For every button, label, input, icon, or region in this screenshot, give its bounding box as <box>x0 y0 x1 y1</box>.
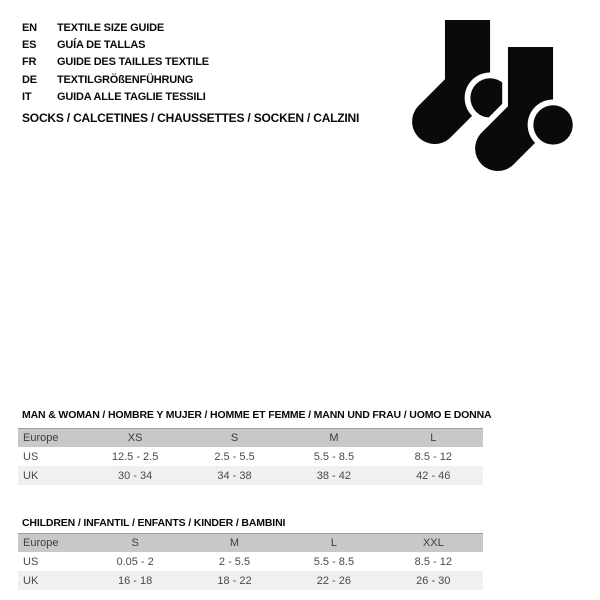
column-header: Europe <box>18 429 85 448</box>
category-heading: SOCKS / CALCETINES / CHAUSSETTES / SOCKEN / CALZINI <box>22 111 360 125</box>
size-cell: 38 - 42 <box>284 466 383 485</box>
size-cell: 8.5 - 12 <box>414 555 452 568</box>
row-label: US <box>23 450 39 463</box>
column-header: L <box>284 534 383 553</box>
socks-icon-svg <box>405 5 580 180</box>
column-header: XXL <box>384 534 483 553</box>
column-header: S <box>185 429 284 448</box>
column-header: M <box>185 534 284 553</box>
row-label: US <box>23 555 39 568</box>
size-table-man-woman <box>18 428 483 485</box>
column-header: XS <box>85 429 184 448</box>
size-cell: 26 - 30 <box>384 571 483 590</box>
row-label: UK <box>18 466 85 485</box>
column-header: M <box>284 429 383 448</box>
language-label: TEXTILE SIZE GUIDE <box>57 21 165 34</box>
size-cell: 5.5 - 8.5 <box>313 450 355 463</box>
table-row <box>18 552 483 571</box>
socks-icon <box>405 5 580 180</box>
table-title-man-woman: MAN & WOMAN / HOMBRE Y MUJER / HOMME ET FEMME / MANN UND FRAU / UOMO E DONNA <box>22 409 492 421</box>
size-cell: 18 - 22 <box>185 571 284 590</box>
size-cell: 42 - 46 <box>384 466 483 485</box>
size-cell: 0.05 - 2 <box>116 555 154 568</box>
language-code: ES <box>22 39 37 52</box>
language-list <box>22 19 209 106</box>
table-title-children: CHILDREN / INFANTIL / ENFANTS / KINDER / BAMBINI <box>22 517 286 529</box>
size-cell: 34 - 38 <box>185 466 284 485</box>
column-header: S <box>85 534 184 553</box>
size-cell: 30 - 34 <box>85 466 184 485</box>
row-label: UK <box>18 571 85 590</box>
language-label: TEXTILGRÖßENFÜHRUNG <box>57 73 194 86</box>
table-header-row <box>18 429 483 448</box>
size-table-children <box>18 533 483 590</box>
table-row <box>18 447 483 466</box>
column-header: L <box>384 429 483 448</box>
language-row <box>22 89 209 106</box>
language-row <box>22 71 209 88</box>
size-cell: 22 - 26 <box>284 571 383 590</box>
table-row <box>18 571 483 590</box>
size-cell: 2 - 5.5 <box>218 555 251 568</box>
language-label: GUIDE DES TAILLES TEXTILE <box>57 56 209 69</box>
table-header-row <box>18 534 483 553</box>
size-cell: 8.5 - 12 <box>414 450 452 463</box>
language-code: FR <box>22 56 37 69</box>
language-code: IT <box>22 91 32 104</box>
size-cell: 12.5 - 2.5 <box>111 450 159 463</box>
table-row <box>18 466 483 485</box>
column-header: Europe <box>18 534 85 553</box>
language-label: GUIDA ALLE TAGLIE TESSILI <box>57 91 206 104</box>
size-cell: 5.5 - 8.5 <box>313 555 355 568</box>
size-cell: 16 - 18 <box>85 571 184 590</box>
size-cell: 2.5 - 5.5 <box>214 450 255 463</box>
language-row <box>22 19 209 36</box>
language-label: GUÍA DE TALLAS <box>57 39 146 52</box>
language-code: EN <box>22 21 37 34</box>
language-row <box>22 54 209 71</box>
language-code: DE <box>22 73 37 86</box>
language-row <box>22 36 209 53</box>
